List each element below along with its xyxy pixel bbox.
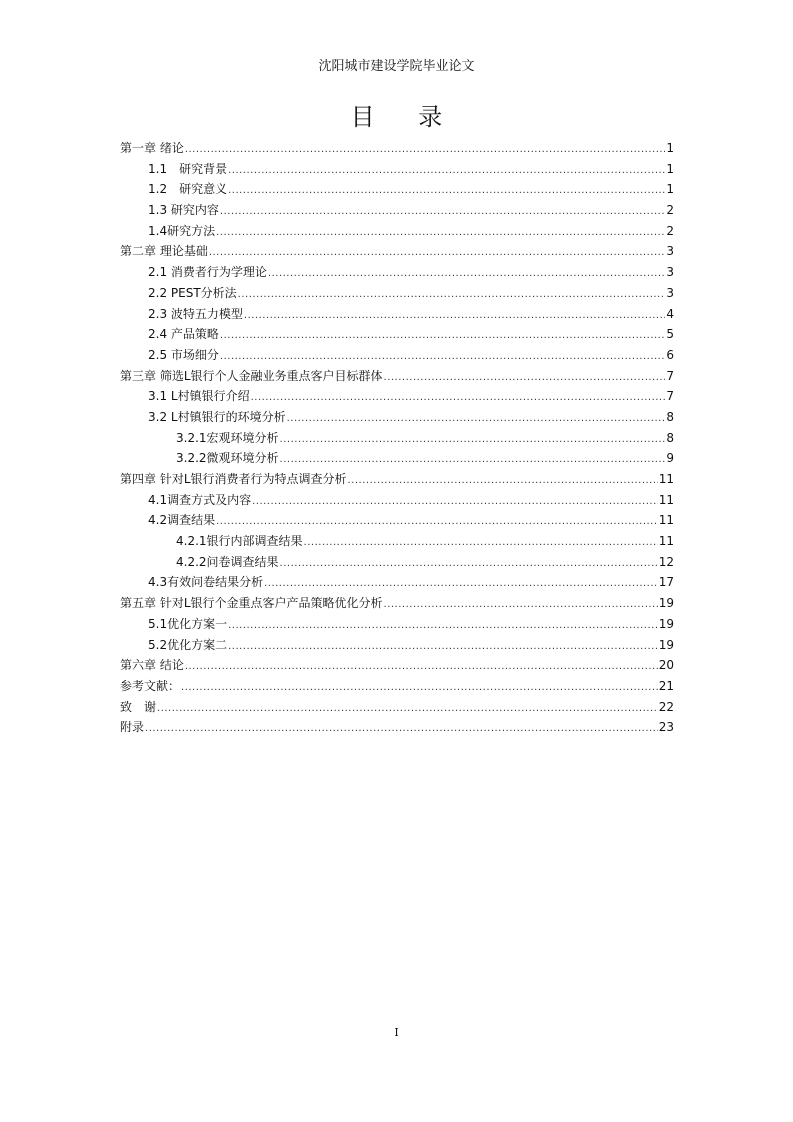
toc-entry-label: 2.2 PEST分析法 xyxy=(148,285,237,300)
dot-leader xyxy=(181,678,658,699)
toc-entry-label: 3.2.1宏观环境分析 xyxy=(176,430,279,445)
toc-entry-page: 2 xyxy=(666,203,674,218)
toc-entry[interactable] xyxy=(120,469,674,490)
toc-entry-label: 4.2.1银行内部调查结果 xyxy=(176,534,303,549)
toc-entry-page: 5 xyxy=(666,327,674,342)
toc-entry-page: 11 xyxy=(658,513,674,528)
toc-entry-label: 1.1 研究背景 xyxy=(148,161,228,176)
toc-entry[interactable] xyxy=(120,593,674,614)
dot-leader xyxy=(287,409,665,430)
toc-entry[interactable] xyxy=(120,614,674,635)
toc-entry-label: 2.3 波特五力模型 xyxy=(148,306,243,321)
dot-leader xyxy=(268,264,665,285)
toc-entry-page: 11 xyxy=(658,534,674,549)
toc-entry-label: 5.2优化方案二 xyxy=(148,637,228,652)
toc-entry-page: 2 xyxy=(666,223,674,238)
dot-leader xyxy=(228,181,665,202)
toc-entry-page: 3 xyxy=(666,265,674,280)
toc-entry-label: 4.2调查结果 xyxy=(148,513,216,528)
toc-entry-label: 第一章 绪论 xyxy=(120,141,184,155)
toc-entry-label: 致 谢 xyxy=(120,699,157,714)
dot-leader xyxy=(252,492,658,513)
toc-entry-page: 21 xyxy=(658,678,674,693)
toc-entry-label: 1.2 研究意义 xyxy=(148,182,228,197)
toc-entry[interactable] xyxy=(120,304,674,325)
toc-entry-label: 第二章 理论基础 xyxy=(120,244,208,259)
toc-entry-page: 19 xyxy=(658,596,674,611)
page-number: I xyxy=(394,1026,399,1039)
toc-entry[interactable] xyxy=(120,697,674,718)
toc-entry[interactable] xyxy=(120,386,674,407)
toc-entry-label: 4.3有效问卷结果分析 xyxy=(148,575,264,590)
toc-entry-page: 1 xyxy=(666,182,674,197)
toc-entry-page: 7 xyxy=(666,368,674,383)
toc-entry[interactable] xyxy=(120,428,674,449)
dot-leader xyxy=(185,140,665,161)
toc-entry-label: 参考文献： xyxy=(120,678,181,693)
toc-entry-page: 1 xyxy=(666,141,674,155)
toc-entry[interactable] xyxy=(120,179,674,200)
running-header: 沈阳城市建设学院毕业论文 xyxy=(318,59,475,74)
toc-entry[interactable] xyxy=(120,366,674,387)
toc-entry-label: 第五章 针对L银行个金重点客户产品策略优化分析 xyxy=(120,596,383,611)
toc-entry-label: 1.4研究方法 xyxy=(148,223,216,238)
toc-entry[interactable] xyxy=(120,324,674,345)
dot-leader xyxy=(264,574,658,595)
dot-leader xyxy=(220,202,665,223)
toc-entry-label: 第三章 筛选L银行个人金融业务重点客户目标群体 xyxy=(120,368,383,383)
toc-entry-page: 7 xyxy=(666,389,674,404)
toc-entry[interactable] xyxy=(120,138,674,159)
dot-leader xyxy=(145,719,658,740)
dot-leader xyxy=(280,554,658,575)
toc-entry-page: 4 xyxy=(666,306,674,321)
toc-entry-page: 11 xyxy=(658,492,674,507)
toc-entry-page: 9 xyxy=(666,451,674,466)
dot-leader xyxy=(304,533,658,554)
page-title: 目 录 xyxy=(350,103,461,131)
toc-entry-label: 2.4 产品策略 xyxy=(148,327,219,342)
toc-entry-label: 第六章 结论 xyxy=(120,658,184,673)
toc-entry-label: 4.1调查方式及内容 xyxy=(148,492,252,507)
dot-leader xyxy=(280,430,665,451)
dot-leader xyxy=(238,285,665,306)
toc-entry-page: 3 xyxy=(666,285,674,300)
toc-entry[interactable] xyxy=(120,200,674,221)
dot-leader xyxy=(185,657,658,678)
toc-entry-label: 5.1优化方案一 xyxy=(148,616,228,631)
dot-leader xyxy=(157,699,658,720)
toc-entry-page: 3 xyxy=(666,244,674,259)
dot-leader xyxy=(220,347,665,368)
toc-entry-page: 22 xyxy=(658,699,674,714)
toc-entry-page: 1 xyxy=(666,161,674,176)
toc-entry-page: 8 xyxy=(666,430,674,445)
toc-entry-label: 3.2.2微观环境分析 xyxy=(176,451,279,466)
toc-entry[interactable] xyxy=(120,490,674,511)
dot-leader xyxy=(220,326,665,347)
toc-entry[interactable] xyxy=(120,676,674,697)
dot-leader xyxy=(280,450,665,471)
toc-entry[interactable] xyxy=(120,635,674,656)
toc-entry-label: 2.5 市场细分 xyxy=(148,347,219,362)
toc-entry-label: 2.1 消费者行为学理论 xyxy=(148,265,267,280)
toc-entry[interactable] xyxy=(120,345,674,366)
toc-entry[interactable] xyxy=(120,552,674,573)
dot-leader xyxy=(251,388,665,409)
toc-entry[interactable] xyxy=(120,283,674,304)
toc-entry[interactable] xyxy=(120,717,674,738)
dot-leader xyxy=(216,512,658,533)
toc-entry[interactable] xyxy=(120,655,674,676)
dot-leader xyxy=(244,306,665,327)
toc-entry-page: 6 xyxy=(666,347,674,362)
toc-entry-label: 第四章 针对L银行消费者行为特点调查分析 xyxy=(120,472,347,486)
toc-entry[interactable] xyxy=(120,531,674,552)
toc-entry[interactable] xyxy=(120,572,674,593)
toc-entry-page: 17 xyxy=(658,575,674,590)
toc-entry-page: 20 xyxy=(658,658,674,673)
toc-entry[interactable] xyxy=(120,221,674,242)
toc-entry-label: 3.2 L村镇银行的环境分析 xyxy=(148,409,286,424)
toc-entry-label: 4.2.2问卷调查结果 xyxy=(176,554,279,569)
toc-entry[interactable] xyxy=(120,159,674,180)
toc-entry[interactable] xyxy=(120,448,674,469)
dot-leader xyxy=(228,637,658,658)
toc-entry[interactable] xyxy=(120,407,674,428)
table-of-contents xyxy=(120,138,674,738)
toc-entry[interactable] xyxy=(120,510,674,531)
toc-entry-page: 11 xyxy=(658,472,674,486)
toc-entry[interactable] xyxy=(120,262,674,283)
toc-entry-page: 12 xyxy=(658,554,674,569)
dot-leader xyxy=(228,161,665,182)
toc-entry-label: 3.1 L村镇银行介绍 xyxy=(148,389,250,404)
toc-entry-page: 23 xyxy=(658,720,674,735)
toc-entry[interactable] xyxy=(120,241,674,262)
dot-leader xyxy=(228,616,658,637)
toc-entry-page: 8 xyxy=(666,409,674,424)
dot-leader xyxy=(384,368,665,389)
dot-leader xyxy=(216,223,665,244)
toc-entry-label: 附录 xyxy=(120,720,145,735)
dot-leader xyxy=(348,471,658,492)
toc-entry-page: 19 xyxy=(658,637,674,652)
toc-entry-page: 19 xyxy=(658,616,674,631)
dot-leader xyxy=(209,243,665,264)
toc-entry-label: 1.3 研究内容 xyxy=(148,203,219,218)
dot-leader xyxy=(384,595,658,616)
